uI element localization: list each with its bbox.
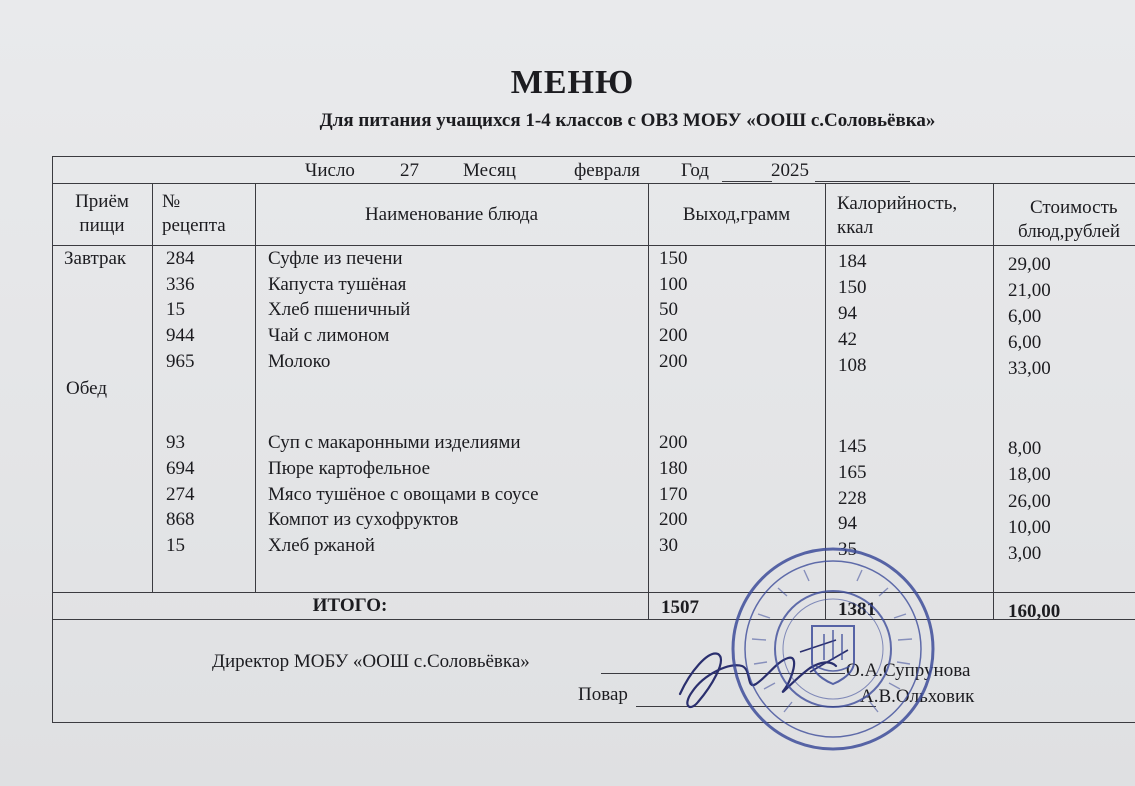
col-divider	[152, 183, 153, 592]
recipe-number: 868	[166, 509, 195, 530]
dish-name: Молоко	[268, 351, 331, 372]
dish-name: Капуста тушёная	[268, 274, 407, 295]
dish-cost: 3,00	[1008, 543, 1042, 564]
recipe-number: 336	[166, 274, 195, 295]
date-month-label: Месяц	[463, 160, 516, 181]
cook-label: Повар	[578, 684, 628, 705]
dish-cost: 6,00	[1008, 306, 1042, 327]
dish-name: Суфле из печени	[268, 248, 403, 269]
date-underline	[722, 181, 772, 182]
header-calories-2: ккал	[837, 217, 874, 238]
cook-name: А.В.Ольховик	[860, 686, 975, 707]
menu-title: МЕНЮ	[510, 64, 635, 101]
recipe-number: 944	[166, 325, 195, 346]
recipe-number: 694	[166, 458, 195, 479]
recipe-number: 15	[166, 299, 185, 320]
date-year-label: Год	[681, 160, 709, 181]
dish-name: Хлеб ржаной	[268, 535, 375, 556]
dish-name: Компот из сухофруктов	[268, 509, 459, 530]
row-divider	[52, 183, 1135, 184]
date-underline	[815, 181, 910, 182]
dish-name: Суп с макаронными изделиями	[268, 432, 521, 453]
row-divider	[52, 245, 1135, 246]
header-output: Выход,грамм	[682, 204, 791, 225]
dish-cost: 18,00	[1008, 464, 1051, 485]
official-stamp	[728, 544, 938, 754]
header-cost-2: блюд,рублей	[1018, 221, 1121, 242]
total-calories: 1381	[838, 599, 876, 620]
dish-calories: 94	[838, 303, 857, 324]
dish-cost: 33,00	[1008, 358, 1051, 379]
total-output: 1507	[661, 597, 699, 618]
dish-output: 50	[659, 299, 678, 320]
dish-calories: 165	[838, 462, 867, 483]
dish-calories: 228	[838, 488, 867, 509]
dish-calories: 42	[838, 329, 857, 350]
total-label: ИТОГО:	[312, 595, 388, 616]
row-divider	[52, 619, 1135, 620]
dish-output: 150	[659, 248, 688, 269]
recipe-number: 284	[166, 248, 195, 269]
dish-calories: 184	[838, 251, 867, 272]
dish-output: 200	[659, 325, 688, 346]
dish-cost: 8,00	[1008, 438, 1042, 459]
dish-calories: 94	[838, 513, 857, 534]
menu-table	[52, 156, 1135, 723]
date-number-label: Число	[305, 160, 355, 181]
col-divider	[648, 183, 649, 619]
header-meal-1: Приём	[75, 191, 129, 212]
dish-calories: 145	[838, 436, 867, 457]
date-year: 2025	[771, 160, 809, 181]
dish-calories: 35	[838, 539, 857, 560]
dish-name: Мясо тушёное с овощами в соусе	[268, 484, 539, 505]
header-dish: Наименование блюда	[364, 204, 539, 225]
date-month: февраля	[574, 160, 641, 181]
dish-cost: 26,00	[1008, 491, 1051, 512]
dish-output: 170	[659, 484, 688, 505]
dish-output: 200	[659, 432, 688, 453]
header-calories-1: Калорийность,	[837, 193, 958, 214]
header-recipe-2: рецепта	[162, 215, 226, 236]
dish-output: 200	[659, 509, 688, 530]
dish-calories: 150	[838, 277, 867, 298]
recipe-number: 15	[166, 535, 185, 556]
recipe-number: 274	[166, 484, 195, 505]
dish-output: 200	[659, 351, 688, 372]
total-cost: 160,00	[1008, 601, 1061, 622]
meal-lunch: Обед	[66, 378, 107, 399]
row-divider	[52, 592, 1135, 593]
recipe-number: 965	[166, 351, 195, 372]
recipe-number: 93	[166, 432, 185, 453]
date-day: 27	[400, 160, 419, 181]
director-label: Директор МОБУ «ООШ с.Соловьёвка»	[212, 651, 530, 672]
header-cost-1: Стоимость	[1030, 197, 1118, 218]
dish-cost: 6,00	[1008, 332, 1042, 353]
dish-name: Хлеб пшеничный	[268, 299, 411, 320]
header-meal-2: пищи	[79, 215, 125, 236]
dish-cost: 21,00	[1008, 280, 1051, 301]
director-name: О.А.Супрунова	[846, 660, 971, 681]
meal-breakfast: Завтрак	[64, 248, 127, 269]
dish-name: Пюре картофельное	[268, 458, 431, 479]
dish-cost: 10,00	[1008, 517, 1051, 538]
header-recipe-1: №	[162, 191, 181, 212]
dish-output: 30	[659, 535, 678, 556]
dish-name: Чай с лимоном	[268, 325, 390, 346]
dish-output: 180	[659, 458, 688, 479]
dish-cost: 29,00	[1008, 254, 1051, 275]
dish-calories: 108	[838, 355, 867, 376]
dish-output: 100	[659, 274, 688, 295]
col-divider	[255, 183, 256, 592]
menu-subtitle: Для питания учащихся 1-4 классов с ОВЗ МОБУ «ООШ с.Соловьёвка»	[319, 110, 936, 131]
col-divider	[993, 183, 994, 619]
